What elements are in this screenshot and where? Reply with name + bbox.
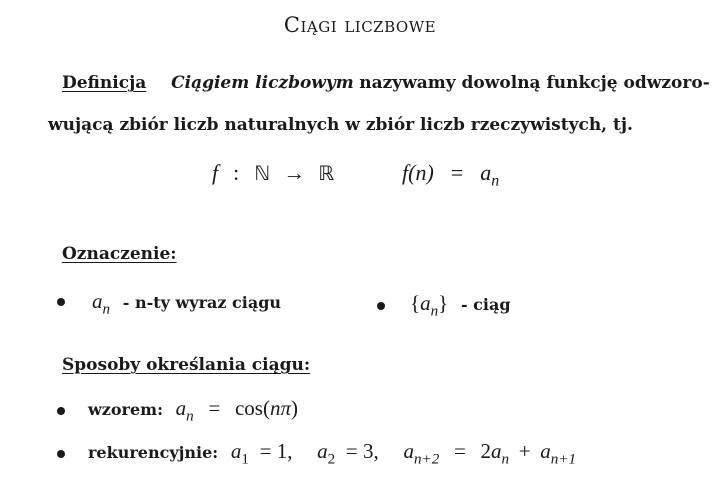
recursive-coef: 2 [480, 439, 491, 463]
recursive-rhs-b: a [540, 439, 551, 463]
method-formula-arg: nπ [269, 396, 291, 420]
method-formula-label: wzorem: [88, 400, 163, 419]
formula-fn-eq: = [450, 160, 464, 185]
recursive-a2-val: = 3, [345, 439, 379, 463]
notation-item-2 [410, 291, 511, 320]
recursive-a1-sub: 1 [241, 451, 249, 468]
bullet-icon [377, 302, 385, 310]
formula-colon: : [233, 160, 240, 185]
notation-set-sub: n [430, 303, 439, 320]
bullet-icon [57, 450, 65, 458]
notation-brace-close: } [438, 291, 449, 315]
method-recursive [88, 439, 577, 468]
definition-line1-rest: nazywamy dowolną funkcję odwzoro- [359, 73, 710, 93]
formula-fn-sub: n [491, 172, 500, 190]
method-formula [88, 396, 298, 425]
formula-map [212, 160, 334, 186]
recursive-an2: a [403, 439, 414, 463]
definition-term: Ciągiem liczbowym [171, 73, 354, 93]
method-formula-eq: = [208, 396, 221, 420]
formula-reals: ℝ [318, 161, 335, 185]
formula-naturals: ℕ [254, 161, 271, 185]
method-formula-cos: cos [234, 396, 263, 420]
recursive-rhs-b-sub: n+1 [550, 451, 577, 468]
method-recursive-label: rekurencyjnie: [88, 443, 219, 462]
method-formula-sub: n [186, 408, 194, 425]
formula-fn-lhs: f(n) [402, 160, 434, 185]
notation-set-symbol: a [420, 291, 431, 315]
recursive-rhs-a-sub: n [501, 451, 510, 468]
formula-fn-a: a [480, 160, 492, 185]
recursive-plus: + [518, 439, 531, 463]
recursive-rhs-a: a [490, 439, 502, 463]
notation-heading: Oznaczenie: [62, 244, 177, 264]
recursive-a2: a [317, 439, 328, 463]
bullet-icon [57, 298, 65, 306]
definition-line-1 [62, 73, 710, 93]
method-formula-paren-open: ( [262, 396, 270, 420]
recursive-a2-sub: 2 [327, 451, 336, 468]
page-title: Ciągi liczbowe [283, 13, 437, 37]
recursive-a1-val: = 1, [259, 439, 293, 463]
method-formula-paren-close: ) [290, 396, 298, 420]
notation-brace-open: { [410, 291, 421, 315]
methods-heading: Sposoby określania ciągu: [62, 355, 311, 375]
bullet-icon [57, 407, 65, 415]
notation-an-symbol: a [92, 289, 103, 313]
notation-item-2-text: - ciąg [460, 295, 511, 314]
formula-f: f [212, 160, 219, 185]
recursive-eq: = [453, 439, 466, 463]
method-formula-a: a [175, 396, 187, 420]
recursive-a1: a [230, 439, 242, 463]
notation-item-1-text: - n-ty wyraz ciągu [122, 293, 282, 312]
definition-heading: Definicja [62, 73, 147, 93]
notation-item-1 [92, 289, 282, 318]
formula-fn [402, 160, 500, 190]
definition-line-2: wującą zbiór liczb naturalnych w zbiór liczb rzeczywistych, tj. [48, 115, 633, 135]
notation-an-sub: n [102, 301, 111, 318]
formula-arrow: → [283, 160, 306, 185]
recursive-an2-sub: n+2 [413, 451, 440, 468]
